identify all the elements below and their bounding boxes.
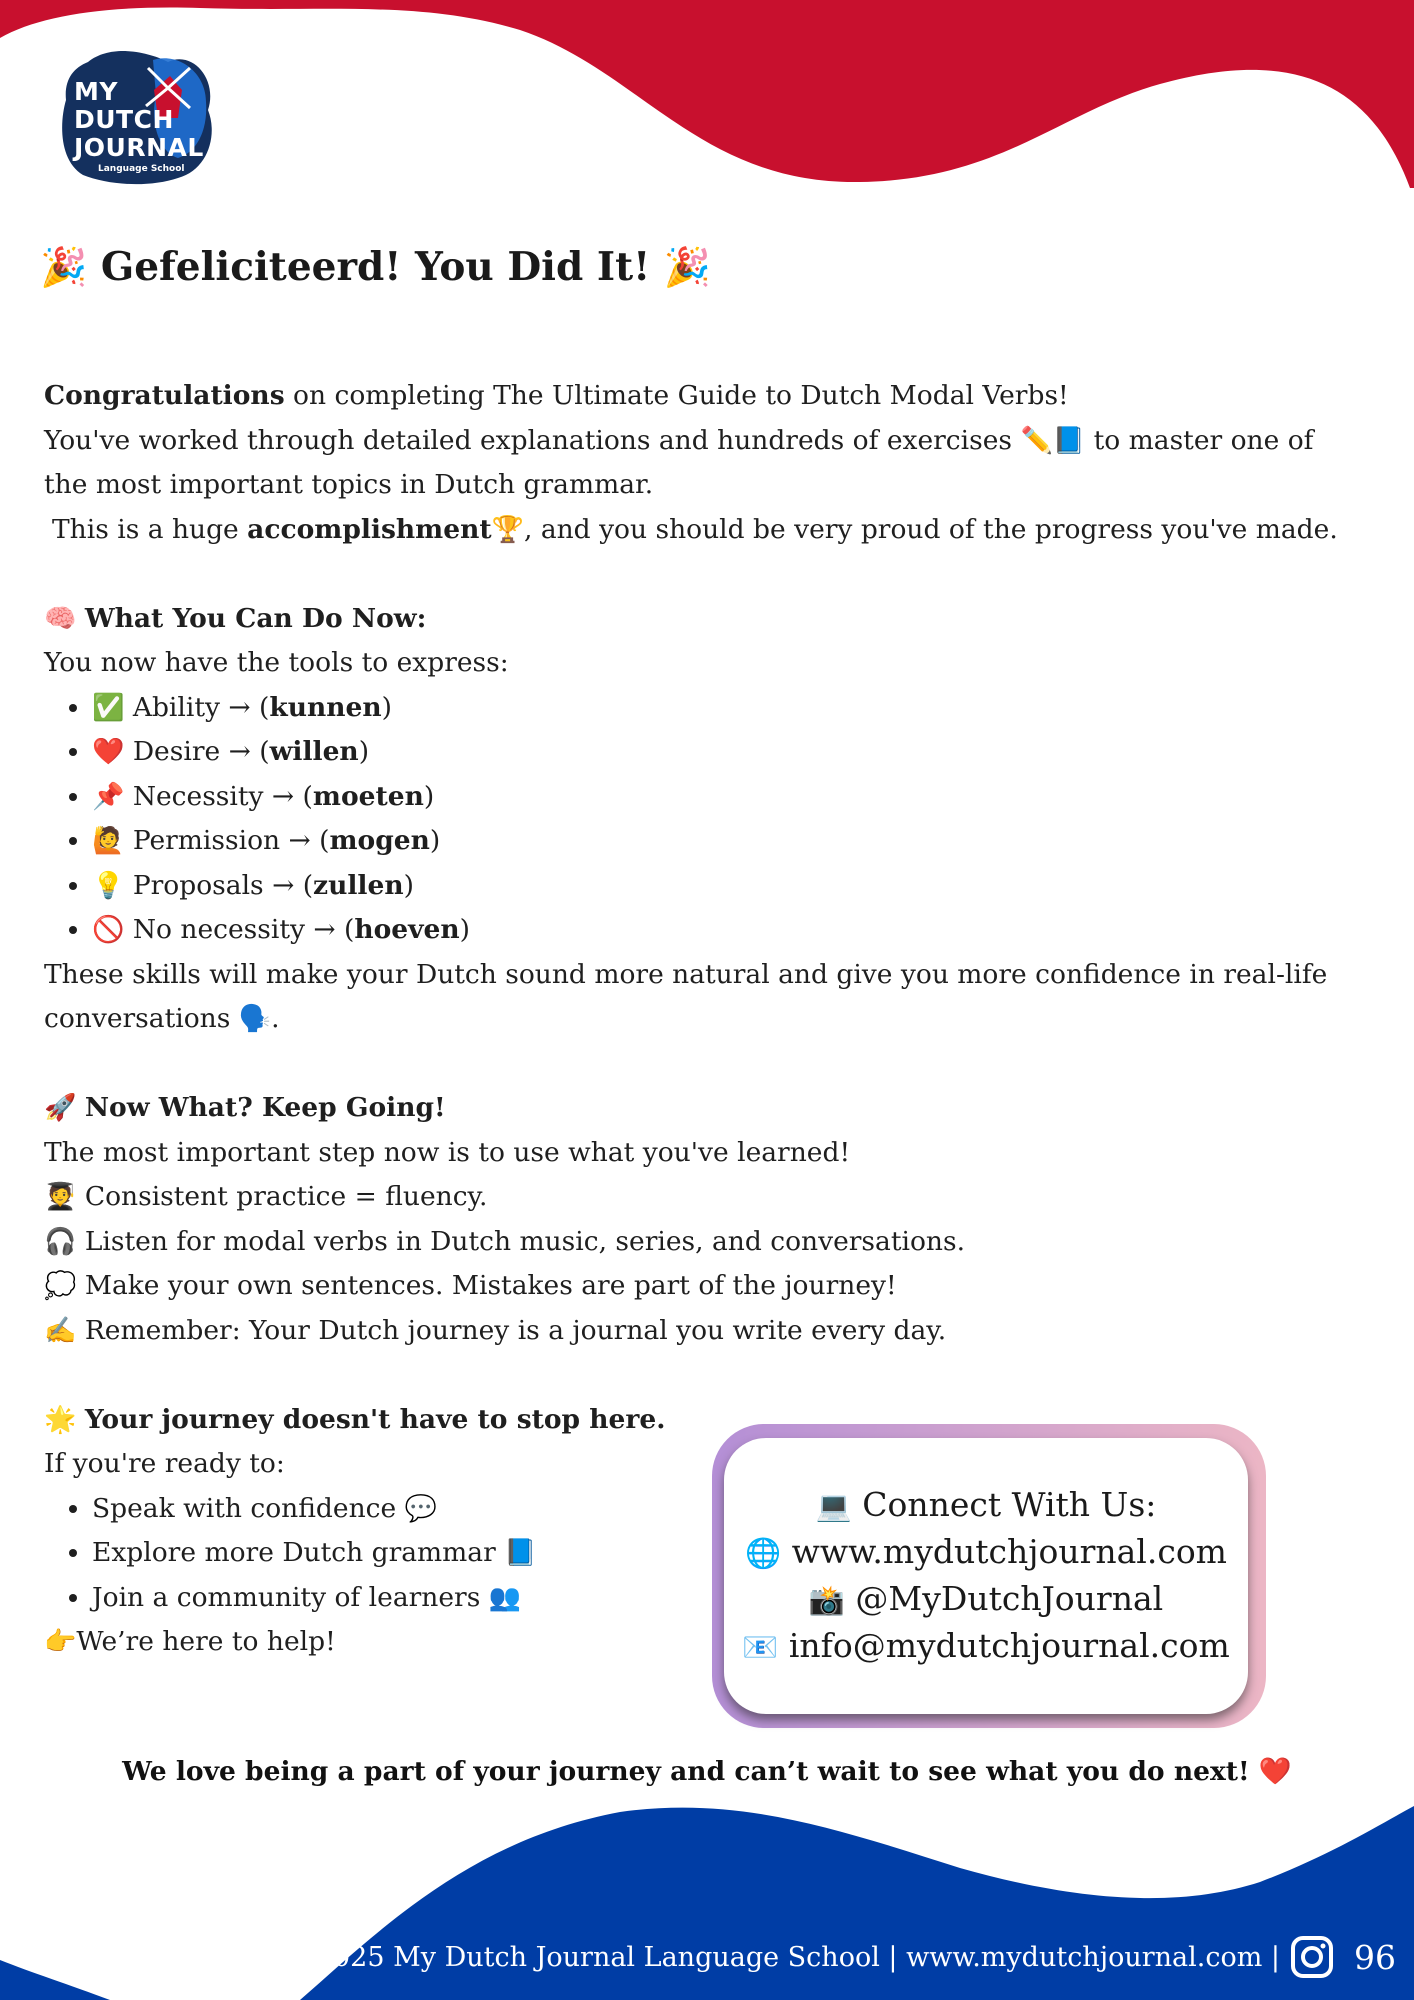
footer <box>280 1930 1396 1984</box>
can-do-heading-text: What You Can Do Now: <box>84 602 427 634</box>
intro-paragraph <box>44 374 1344 552</box>
item-close: ) <box>403 869 414 901</box>
party-popper-icon: 🎉 <box>663 245 712 289</box>
footer-text: © 2025 My Dutch Journal Language School | www.mydutchjournal.com | <box>280 1941 1280 1973</box>
item-close: ) <box>459 914 471 945</box>
logo-subtitle: Language School <box>98 164 185 174</box>
connect-instagram[interactable] <box>809 1576 1163 1623</box>
keep-going-line-text: Remember: Your Dutch journey is a journal you write every day. <box>84 1314 947 1346</box>
light-bulb-icon: 💡 <box>92 870 125 901</box>
list-item <box>92 775 1344 820</box>
globe-icon: 🌐 <box>745 1536 782 1570</box>
heart-icon: ❤️ <box>92 737 125 767</box>
school-logo <box>58 40 218 188</box>
item-verb: zullen <box>313 869 404 901</box>
connect-card <box>712 1424 1266 1728</box>
journey-item-text: Explore more Dutch grammar <box>92 1537 505 1568</box>
help-text: We’re here to help! <box>76 1626 336 1657</box>
writing-hand-icon: ✍️ <box>44 1315 77 1346</box>
camera-icon: 📸 <box>808 1583 845 1617</box>
connect-card-inner <box>724 1438 1248 1714</box>
journey-section <box>44 1398 684 1665</box>
logo-line-dutch: DUTCH <box>74 105 174 134</box>
keep-going-line <box>44 1264 1344 1309</box>
headphones-icon: 🎧 <box>44 1226 77 1257</box>
item-label: Necessity → ( <box>132 780 313 812</box>
raised-hand-icon: 🙋 <box>92 826 125 856</box>
item-label: Permission → ( <box>132 825 330 856</box>
connect-title-text: Connect With Us: <box>862 1485 1157 1524</box>
keep-going-heading-text: Now What? Keep Going! <box>84 1092 446 1123</box>
list-item <box>92 730 1344 775</box>
page-title-text: Gefeliciteerd! You Did It! <box>100 244 651 290</box>
speech-bubble-icon: 💬 <box>404 1493 437 1524</box>
pencil-icon: ✏️ <box>1020 425 1053 456</box>
keep-going-line <box>44 1220 1344 1265</box>
star-icon: 🌟 <box>44 1404 77 1435</box>
email-link[interactable]: info@mydutchjournal.com <box>788 1626 1230 1665</box>
journey-item-text: Join a community of learners <box>92 1581 489 1613</box>
list-item <box>92 1487 684 1532</box>
can-do-heading <box>44 597 1344 642</box>
book-icon: 📘 <box>1052 425 1086 456</box>
intro-bold-accomplishment: accomplishment <box>247 513 492 545</box>
item-label: Ability → ( <box>132 691 270 723</box>
intro-line-3a: This is a huge <box>52 513 248 545</box>
connect-website[interactable] <box>745 1529 1227 1576</box>
intro-line-2a: You've worked through detailed explanations and hundreds of exercises <box>44 424 1021 456</box>
modal-verbs-list <box>44 686 1344 953</box>
closing-text: We love being a part of your journey and can’t wait to see what you do next! <box>122 1756 1250 1787</box>
item-close: ) <box>358 736 370 767</box>
logo-line-my: MY <box>74 77 118 106</box>
page-number: 96 <box>1354 1937 1396 1977</box>
instagram-handle[interactable]: @MyDutchJournal <box>855 1579 1164 1618</box>
page-title <box>40 244 711 290</box>
connect-title <box>816 1482 1157 1529</box>
keep-going-lead: The most important step now is to use what you've learned! <box>44 1136 851 1168</box>
keep-going-line-text: Make your own sentences. Mistakes are part of the journey! <box>84 1270 897 1301</box>
can-do-closing-period: . <box>271 1003 280 1034</box>
book-icon: 📘 <box>504 1538 537 1568</box>
can-do-closing-text: These skills will make your Dutch sound more natural and give you more confidence in real-life conversations <box>44 958 1328 1034</box>
intro-line-1: on completing The Ultimate Guide to Dutch Modal Verbs! <box>284 380 1069 411</box>
item-close: ) <box>429 825 441 856</box>
list-item <box>92 1576 684 1621</box>
prohibited-icon: 🚫 <box>92 915 125 945</box>
list-item <box>92 864 1344 909</box>
intro-line-3b: , and you should be very proud of the progress you've made. <box>523 513 1338 545</box>
pushpin-icon: 📌 <box>92 781 125 812</box>
item-verb: kunnen <box>269 691 382 723</box>
journey-lead: If you're ready to: <box>44 1448 285 1479</box>
graduate-icon: 🧑‍🎓 <box>44 1182 77 1212</box>
connect-email[interactable] <box>742 1623 1230 1670</box>
list-item <box>92 908 1344 953</box>
journey-list <box>44 1487 684 1621</box>
list-item <box>92 686 1344 731</box>
list-item <box>92 1531 684 1576</box>
item-close: ) <box>423 780 435 812</box>
intro-line-2b: to master one of the most important topics in Dutch grammar. <box>44 424 1314 500</box>
envelope-icon: 📧 <box>742 1630 779 1664</box>
keep-going-line-text: Listen for modal verbs in Dutch music, series, and conversations. <box>84 1225 965 1257</box>
speaking-head-icon: 🗣️ <box>238 1004 272 1034</box>
keep-going-line <box>44 1175 1344 1220</box>
item-label: Desire → ( <box>132 736 270 767</box>
keep-going-heading <box>44 1086 1344 1131</box>
check-mark-icon: ✅ <box>92 692 125 723</box>
brain-icon: 🧠 <box>44 603 77 634</box>
laptop-icon: 💻 <box>815 1489 852 1523</box>
item-close: ) <box>381 691 392 723</box>
item-label: Proposals → ( <box>132 869 314 901</box>
can-do-lead: You now have the tools to express: <box>44 647 509 678</box>
journey-item-text: Speak with confidence <box>92 1492 405 1524</box>
people-icon: 👥 <box>488 1582 522 1613</box>
item-verb: willen <box>269 736 359 767</box>
party-popper-icon: 🎉 <box>40 245 88 289</box>
trophy-icon: 🏆 <box>491 514 524 545</box>
website-link[interactable]: www.mydutchjournal.com <box>791 1532 1227 1571</box>
rocket-icon: 🚀 <box>44 1093 77 1123</box>
intro-bold-congratulations: Congratulations <box>44 380 285 411</box>
keep-going-line <box>44 1309 1344 1354</box>
closing-message <box>0 1756 1414 1787</box>
item-label: No necessity → ( <box>132 914 355 945</box>
instagram-icon[interactable] <box>1290 1935 1334 1979</box>
item-verb: moeten <box>312 780 424 812</box>
list-item <box>92 819 1344 864</box>
logo-line-journal: JOURNAL <box>74 133 204 162</box>
can-do-closing <box>44 953 1344 1042</box>
heart-icon: ❤️ <box>1258 1756 1292 1787</box>
pointing-hand-icon: 👉 <box>44 1627 77 1657</box>
journey-heading-text: Your journey doesn't have to stop here. <box>84 1403 666 1435</box>
thought-bubble-icon: 💭 <box>44 1271 77 1301</box>
item-verb: hoeven <box>354 914 460 945</box>
journey-heading <box>44 1398 684 1443</box>
help-line <box>44 1620 684 1665</box>
item-verb: mogen <box>329 825 430 856</box>
keep-going-line-text: Consistent practice = fluency. <box>84 1181 488 1212</box>
